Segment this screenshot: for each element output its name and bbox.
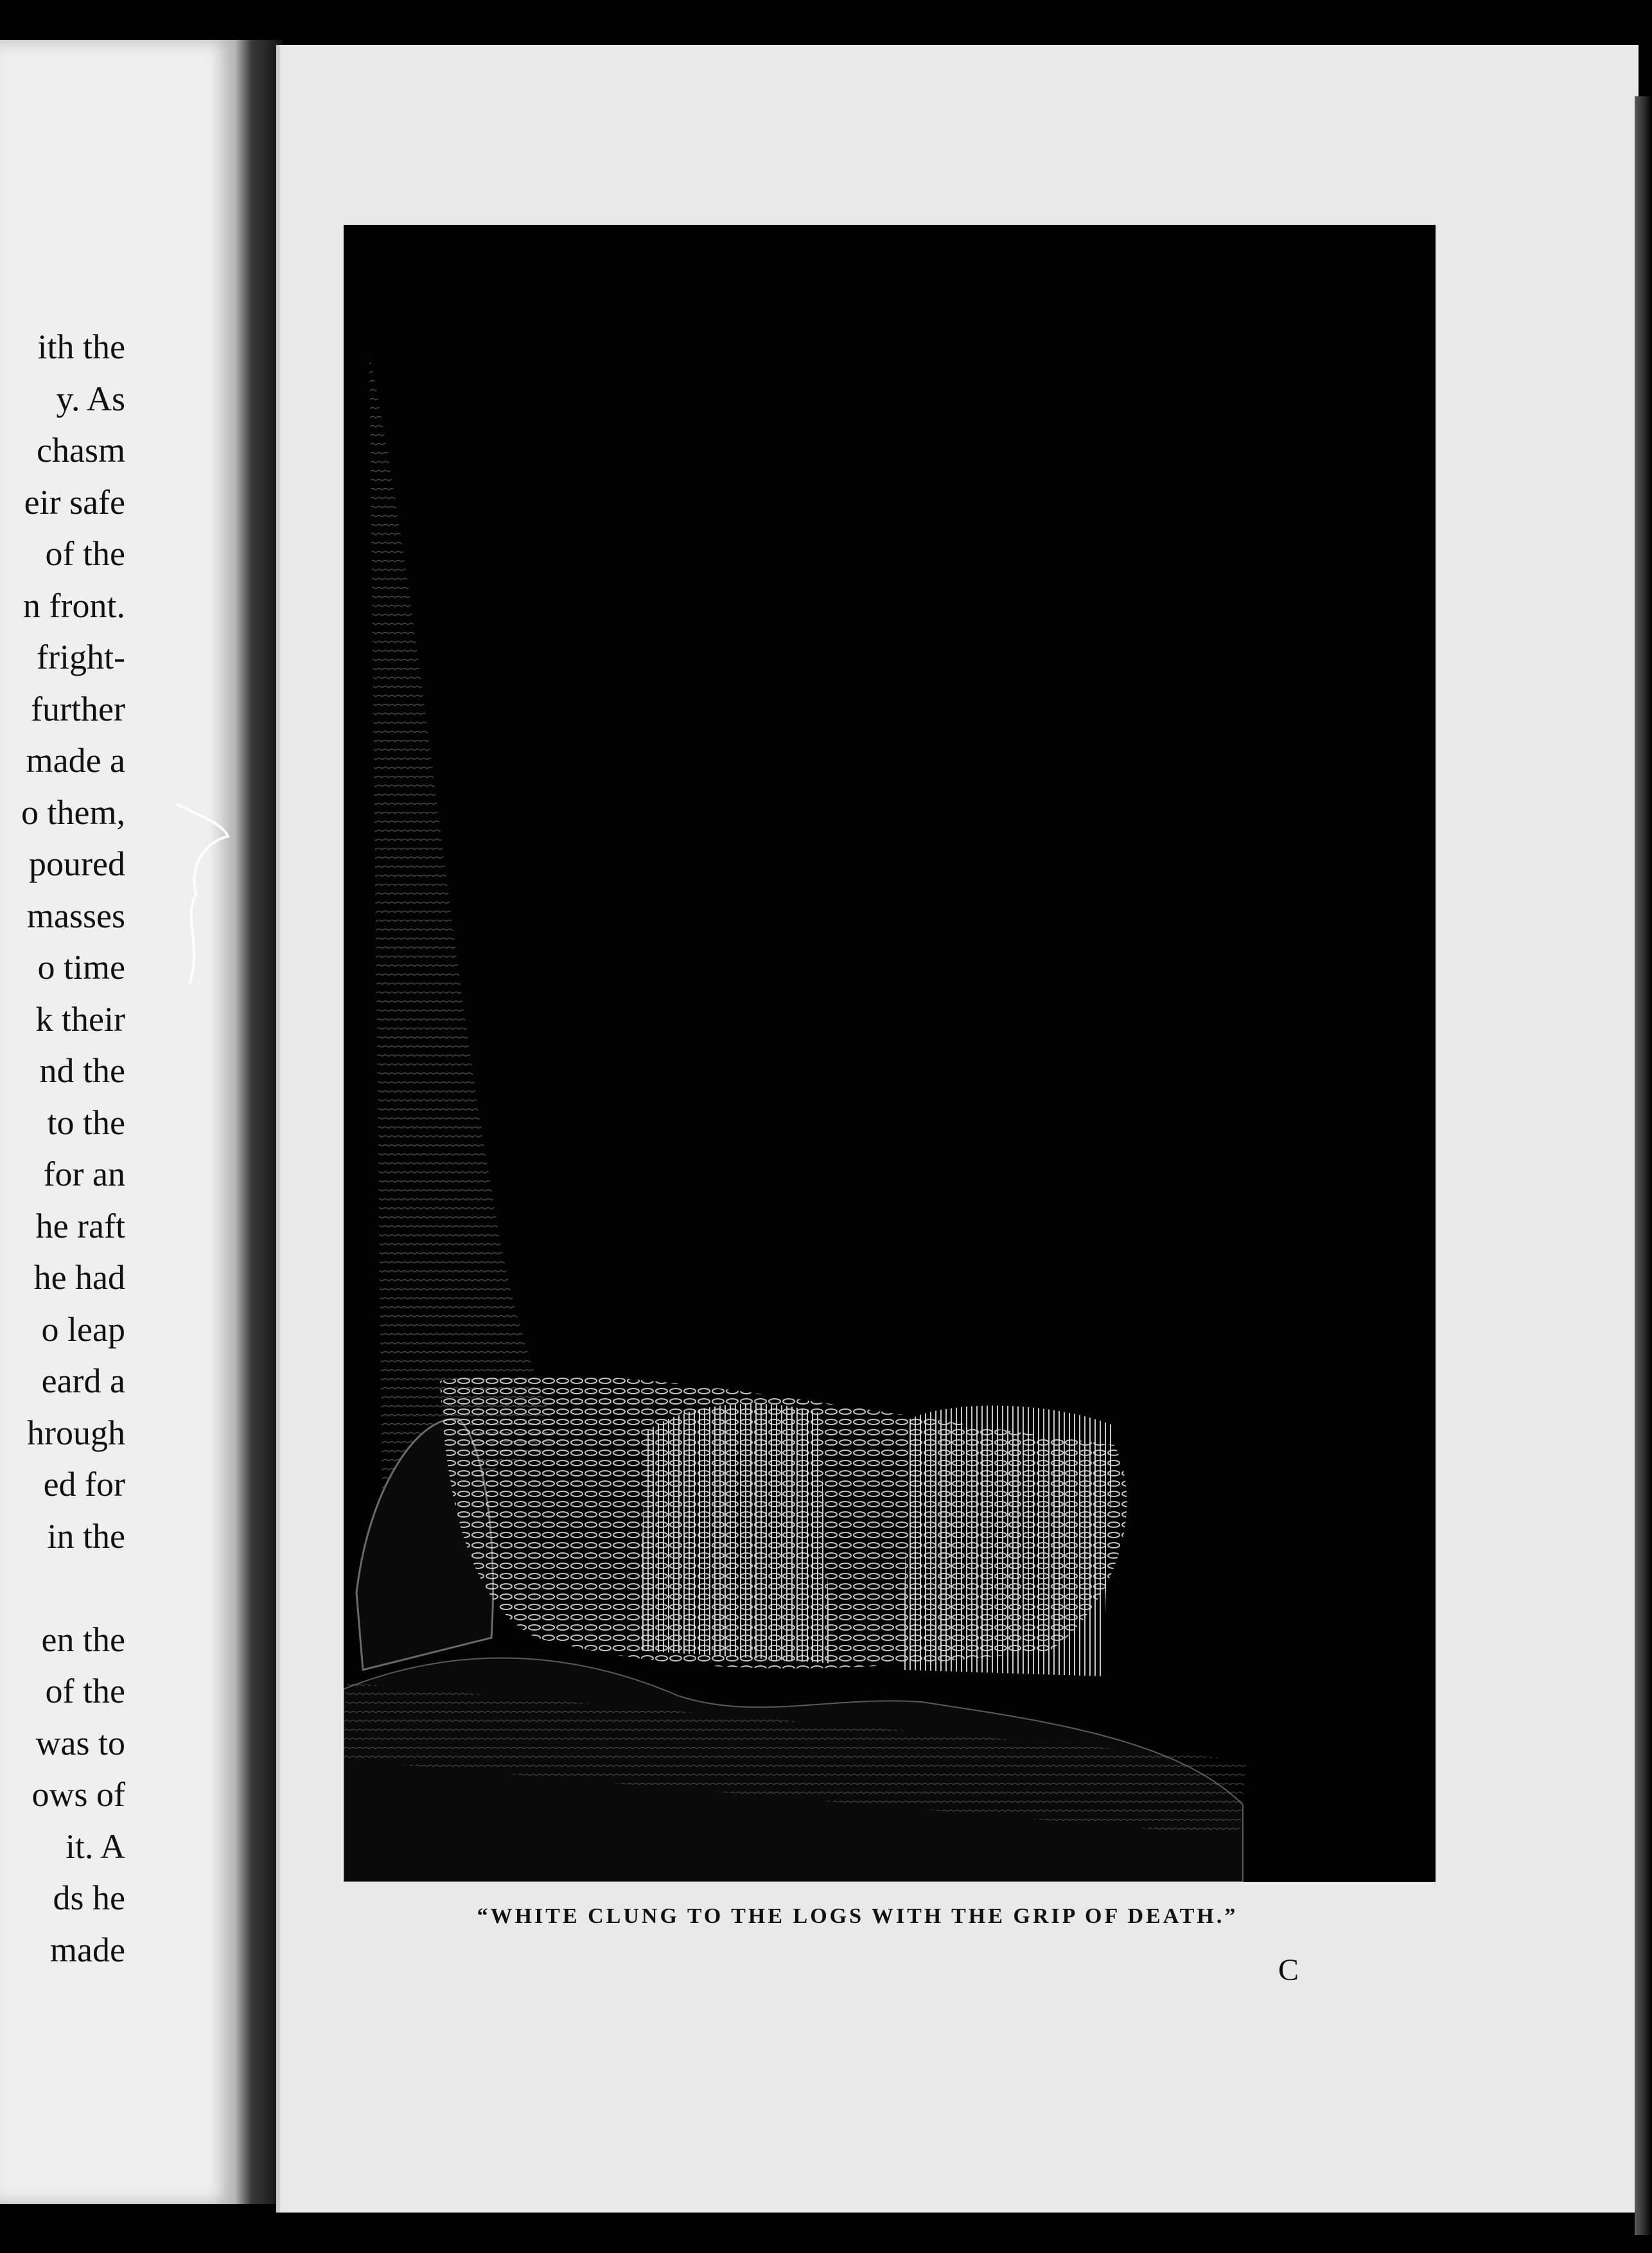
text-line: n front. [23,586,125,625]
text-line: of the [45,1672,125,1710]
illustration-caption: “WHITE CLUNG TO THE LOGS WITH THE GRIP OF DEATH.” [477,1904,1238,1928]
page-edge-strip [1635,96,1652,2235]
text-line: o them, [21,793,125,832]
text-line: o leap [41,1310,125,1349]
text-line: poured [29,845,125,883]
left-page [0,40,234,2204]
book-gutter [234,40,283,2204]
engraving-illustration [344,225,1436,1882]
text-line: in the [47,1516,125,1556]
text-line: was to [35,1723,125,1762]
text-line: eard a [41,1362,125,1400]
text-line: ith the [37,328,125,366]
text-line: en the [41,1620,125,1659]
waterfall-engraving [344,225,1436,1882]
text-line: it. A [65,1827,125,1866]
text-line: of the [45,534,125,573]
paragraph-gap [21,1562,125,1614]
text-line: ed for [43,1465,125,1503]
text-line: masses [27,896,125,935]
text-line: he had [33,1258,125,1297]
text-line: made a [26,741,125,780]
text-line: ds he [53,1879,125,1917]
signature-mark: C [1278,1953,1299,1987]
text-line: k their [35,999,125,1039]
text-line: nd the [39,1051,125,1090]
text-line: made [50,1930,125,1969]
paper-crease-mark [164,798,234,990]
text-line: he raft [35,1206,125,1245]
text-line: o time [37,948,125,986]
text-line: y. As [56,379,125,418]
text-line: hrough [27,1413,125,1452]
text-line: for an [43,1155,125,1193]
text-line: further [31,689,125,728]
left-page-text [21,321,125,1976]
text-line: eir safe [24,482,125,522]
text-line: ows of [31,1775,125,1814]
text-line: chasm [37,431,125,469]
text-line: fright- [37,638,125,676]
text-line: to the [47,1103,125,1142]
